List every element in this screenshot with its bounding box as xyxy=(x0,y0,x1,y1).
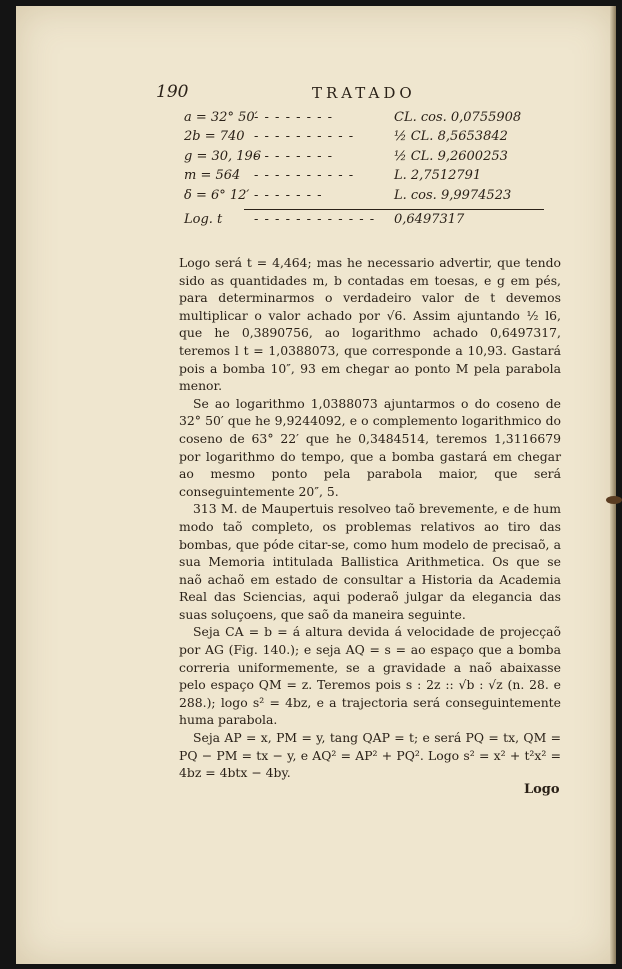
calc-row xyxy=(184,110,544,129)
calc-total-row xyxy=(184,212,544,231)
calc-leader: - - - - - - - xyxy=(254,187,323,203)
book-page xyxy=(16,6,616,964)
calc-leader: - - - - - - - - - - xyxy=(254,168,355,184)
ink-blot xyxy=(606,496,622,504)
paragraph: Se ao logarithmo 1,0388073 ajuntarmos o do coseno de 32° 50′ que he 9,9244092, e o complemento logarithmico do coseno de 63° 22′ que he 0,3484514, teremos 1,3116679 por logarithmo do tempo, que a bomba gastará em chegar ao mesmo ponto pela parabola maior, que será conseguintemente 20″, 5. xyxy=(179,395,561,499)
calc-leader: - - - - - - - - - - - - xyxy=(254,211,376,227)
calc-value: 0,6497317 xyxy=(394,211,465,227)
calc-term: δ = 6° 12′ xyxy=(184,187,250,203)
calc-row xyxy=(184,149,544,168)
calc-value: ½ CL. 8,5653842 xyxy=(394,129,508,145)
catchword: Logo xyxy=(524,782,560,797)
logarithm-calculation xyxy=(184,110,544,231)
calc-value: CL. cos. 0,0755908 xyxy=(394,110,522,125)
paragraph: Logo será t = 4,464; mas he necessario advertir, que tendo sido as quantidades m, b contadas em toesas, e g em pés, para determinarmos o verdadeiro valor de t devemos multiplicar o valor achado por √6. Assim ajuntando ½ l6, que he 0,3890756, ao logarithmo achado 0,6497317, teremos l t = 1,0388073, que corresponde a 10,93. Gastará pois a bomba 10″, 93 em chegar ao ponto M pela parabola menor. xyxy=(179,255,561,394)
page-number: 190 xyxy=(156,82,189,102)
calc-value: ½ CL. 9,2600253 xyxy=(394,148,508,164)
page-header xyxy=(156,82,576,106)
calc-term: a = 32° 50′ xyxy=(184,110,258,125)
calc-leader: - - - - - - - - xyxy=(254,110,334,125)
calc-row xyxy=(184,129,544,148)
calc-value: L. cos. 9,9974523 xyxy=(394,187,512,203)
calc-term: Log. t xyxy=(184,211,223,227)
calc-term: g = 30, 196 xyxy=(184,148,262,164)
paragraph: Seja AP = x, PM = y, tang QAP = t; e será PQ = tx, QM = PQ − PM = tx − y, e AQ² = AP² + PQ². Logo s² = x² + t²x² = 4bz = 4btx − 4by. xyxy=(179,730,561,781)
running-title: TRATADO xyxy=(312,84,416,102)
calc-term: 2b = 740 xyxy=(184,129,245,145)
calc-row xyxy=(184,188,544,207)
page-edge xyxy=(610,6,616,964)
paragraph: 313 M. de Maupertuis resolveo taõ brevemente, e de hum modo taõ completo, os problemas relativos ao tiro das bombas, que póde citar-se, como hum modelo de precisaõ, a sua Memoria intitulada Ballistica Arithmetica. Os que se naõ achaõ em estado de consultar a Historia da Academia Real das Sciencias, aqui poderaõ julgar da elegancia das suas soluçoens, que saõ da maneira seguinte. xyxy=(179,501,561,622)
calc-term: m = 564 xyxy=(184,168,241,184)
paragraph: Seja CA = b = á altura devida á velocidade de projecçaõ por AG (Fig. 140.); e seja AQ = s = ao espaço que a bomba correria uniformemente, se a gravidade a naõ abaixasse pelo espaço QM = z. Teremos pois s : 2z :: √b : √z (n. 28. e 288.); logo s² = 4bz, e a trajectoria será conseguintemente huma parabola. xyxy=(179,624,561,728)
calc-value: L. 2,7512791 xyxy=(394,168,482,184)
calc-leader: - - - - - - - - - - xyxy=(254,129,355,145)
calc-leader: - - - - - - - - xyxy=(254,148,334,164)
body-text xyxy=(179,254,561,782)
calc-row xyxy=(184,168,544,187)
sum-rule xyxy=(244,209,544,210)
